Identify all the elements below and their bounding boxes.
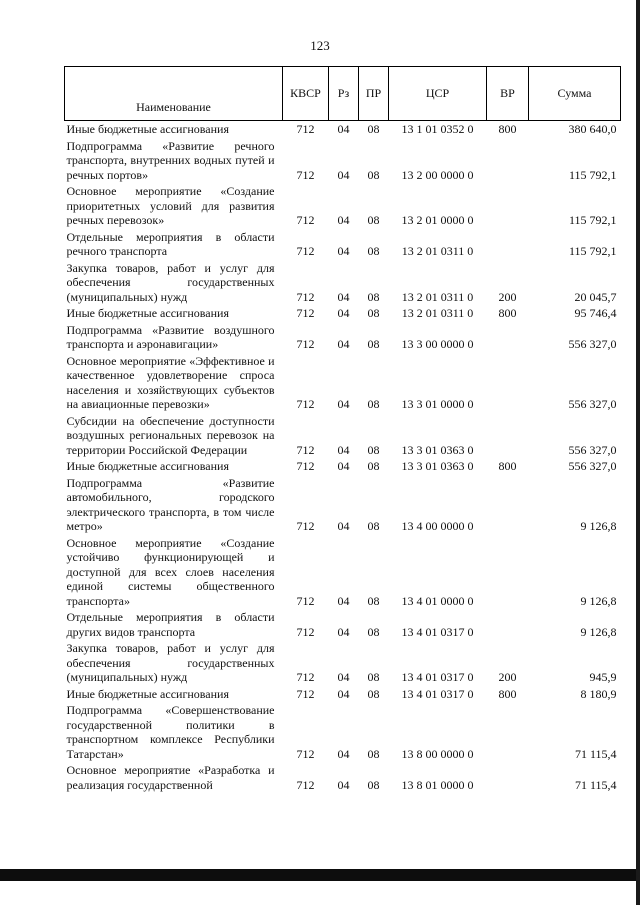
row-name: Основное мероприятие «Эффективное и качественное удовлетворение спроса населения и хозяйствующих субъектов на авиационные перевозки» bbox=[66, 353, 275, 411]
table-row bbox=[65, 609, 621, 640]
row-csr: 13 2 01 0000 0 bbox=[401, 213, 474, 227]
row-pr: 08 bbox=[367, 306, 380, 320]
row-name: Подпрограмма «Совершенствование государственной политики в транспортном комплексе Республики Татарстан» bbox=[66, 703, 275, 761]
row-sum: 95 746,4 bbox=[574, 306, 617, 320]
row-rz: 04 bbox=[337, 442, 350, 457]
row-kvsr: 712 bbox=[296, 686, 315, 701]
row-sum: 9 126,8 bbox=[580, 624, 617, 639]
row-csr: 13 4 01 0317 0 bbox=[401, 686, 474, 701]
header-kvsr: КВСР bbox=[283, 67, 329, 121]
row-pr: 08 bbox=[367, 167, 380, 182]
row-rz: 04 bbox=[337, 459, 350, 473]
row-kvsr: 712 bbox=[296, 777, 315, 792]
row-sum: 556 327,0 bbox=[568, 459, 617, 473]
row-sum: 115 792,1 bbox=[568, 244, 617, 258]
row-vr bbox=[487, 322, 529, 353]
row-vr: 800 bbox=[498, 686, 517, 701]
row-rz: 04 bbox=[337, 289, 350, 304]
table-row bbox=[65, 322, 621, 353]
row-rz: 04 bbox=[337, 213, 350, 227]
row-csr: 13 8 00 0000 0 bbox=[401, 746, 474, 761]
header-rz: Рз bbox=[329, 67, 359, 121]
row-rz: 04 bbox=[337, 670, 350, 684]
row-name: Иные бюджетные ассигнования bbox=[66, 686, 229, 701]
row-csr: 13 2 01 0311 0 bbox=[401, 289, 474, 304]
row-csr: 13 8 01 0000 0 bbox=[401, 777, 474, 792]
row-vr bbox=[487, 702, 529, 762]
row-vr bbox=[487, 535, 529, 610]
row-pr: 08 bbox=[367, 213, 380, 227]
row-name: Закупка товаров, работ и услуг для обеспечения государственных (муниципальных) нужд bbox=[66, 641, 275, 684]
row-sum: 71 115,4 bbox=[574, 746, 617, 761]
table-row bbox=[65, 260, 621, 306]
row-kvsr: 712 bbox=[296, 459, 315, 473]
row-pr: 08 bbox=[367, 459, 380, 473]
table-row bbox=[65, 686, 621, 703]
row-csr: 13 2 01 0311 0 bbox=[401, 244, 474, 258]
row-csr: 13 3 01 0363 0 bbox=[401, 442, 474, 457]
row-vr: 200 bbox=[498, 670, 517, 684]
row-sum: 20 045,7 bbox=[574, 289, 617, 304]
row-pr: 08 bbox=[367, 686, 380, 701]
row-pr: 08 bbox=[367, 746, 380, 761]
row-name: Подпрограмма «Развитие воздушного транспорта и аэронавигации» bbox=[66, 322, 275, 351]
row-csr: 13 2 01 0311 0 bbox=[401, 306, 474, 320]
row-csr: 13 2 00 0000 0 bbox=[401, 167, 474, 182]
row-name: Основное мероприятие «Создание устойчиво функционирующей и доступной для всех слоев населения единой системы общественного транспорта» bbox=[66, 535, 275, 608]
row-csr: 13 3 01 0000 0 bbox=[401, 397, 474, 411]
row-kvsr: 712 bbox=[296, 306, 315, 320]
row-kvsr: 712 bbox=[296, 213, 315, 227]
row-name: Подпрограмма «Развитие автомобильного, городского электрического транспорта, в том числе метро» bbox=[66, 475, 275, 533]
table-row bbox=[65, 229, 621, 260]
row-kvsr: 712 bbox=[296, 244, 315, 258]
row-pr: 08 bbox=[367, 624, 380, 639]
row-sum: 8 180,9 bbox=[580, 686, 617, 701]
row-name: Отдельные мероприятия в области других видов транспорта bbox=[66, 610, 275, 639]
row-pr: 08 bbox=[367, 593, 380, 608]
row-name: Подпрограмма «Развитие речного транспорта, внутренних водных путей и речных портов» bbox=[66, 138, 275, 182]
row-vr bbox=[487, 353, 529, 413]
row-csr: 13 4 01 0317 0 bbox=[401, 624, 474, 639]
table-row bbox=[65, 475, 621, 535]
table-row bbox=[65, 305, 621, 322]
header-vr: ВР bbox=[487, 67, 529, 121]
row-pr: 08 bbox=[367, 337, 380, 351]
row-rz: 04 bbox=[337, 777, 350, 792]
table-body bbox=[65, 121, 621, 794]
row-vr bbox=[487, 413, 529, 459]
row-vr: 800 bbox=[498, 122, 517, 136]
row-pr: 08 bbox=[367, 122, 380, 136]
row-name: Закупка товаров, работ и услуг для обеспечения государственных (муниципальных) нужд bbox=[66, 260, 275, 304]
row-name: Основное мероприятие «Разработка и реализация государственной bbox=[66, 763, 275, 792]
row-csr: 13 4 01 0000 0 bbox=[401, 593, 474, 608]
page-number: 123 bbox=[310, 38, 330, 53]
row-vr bbox=[487, 475, 529, 535]
row-kvsr: 712 bbox=[296, 746, 315, 761]
row-kvsr: 712 bbox=[296, 337, 315, 351]
row-kvsr: 712 bbox=[296, 167, 315, 182]
row-pr: 08 bbox=[367, 289, 380, 304]
header-csr: ЦСР bbox=[389, 67, 487, 121]
row-kvsr: 712 bbox=[296, 624, 315, 639]
row-sum: 115 792,1 bbox=[568, 213, 617, 227]
table-row bbox=[65, 413, 621, 459]
table-row bbox=[65, 353, 621, 413]
row-sum: 945,9 bbox=[589, 670, 617, 684]
row-csr: 13 1 01 0352 0 bbox=[401, 122, 474, 136]
table-row bbox=[65, 702, 621, 762]
row-vr: 800 bbox=[498, 459, 517, 473]
table-row bbox=[65, 762, 621, 793]
row-vr bbox=[487, 229, 529, 260]
row-vr bbox=[487, 183, 529, 229]
row-sum: 380 640,0 bbox=[568, 122, 617, 136]
row-name: Иные бюджетные ассигнования bbox=[66, 459, 229, 473]
row-kvsr: 712 bbox=[296, 289, 315, 304]
row-csr: 13 3 01 0363 0 bbox=[401, 459, 474, 473]
row-name: Отдельные мероприятия в области речного транспорта bbox=[66, 229, 275, 258]
table-row bbox=[65, 458, 621, 475]
budget-table bbox=[64, 66, 621, 793]
row-sum: 115 792,1 bbox=[568, 167, 617, 182]
row-pr: 08 bbox=[367, 244, 380, 258]
header-name: Наименование bbox=[65, 67, 283, 121]
row-sum: 556 327,0 bbox=[568, 442, 617, 457]
row-vr: 800 bbox=[498, 306, 517, 320]
row-csr: 13 4 01 0317 0 bbox=[401, 670, 474, 684]
row-pr: 08 bbox=[367, 670, 380, 684]
row-rz: 04 bbox=[337, 519, 350, 533]
row-rz: 04 bbox=[337, 593, 350, 608]
row-rz: 04 bbox=[337, 686, 350, 701]
row-pr: 08 bbox=[367, 777, 380, 792]
table-row bbox=[65, 640, 621, 686]
table-header-row bbox=[65, 67, 621, 121]
row-kvsr: 712 bbox=[296, 397, 315, 411]
row-kvsr: 712 bbox=[296, 670, 315, 684]
row-kvsr: 712 bbox=[296, 519, 315, 533]
row-rz: 04 bbox=[337, 624, 350, 639]
table-row bbox=[65, 121, 621, 138]
row-vr bbox=[487, 609, 529, 640]
row-name: Иные бюджетные ассигнования bbox=[66, 306, 229, 320]
table-row bbox=[65, 138, 621, 184]
row-rz: 04 bbox=[337, 337, 350, 351]
scan-edge-bar bbox=[0, 869, 640, 881]
row-rz: 04 bbox=[337, 746, 350, 761]
row-rz: 04 bbox=[337, 397, 350, 411]
row-sum: 9 126,8 bbox=[580, 519, 617, 533]
row-sum: 556 327,0 bbox=[568, 397, 617, 411]
row-sum: 556 327,0 bbox=[568, 337, 617, 351]
table-row bbox=[65, 183, 621, 229]
row-vr bbox=[487, 138, 529, 184]
row-vr bbox=[487, 762, 529, 793]
row-vr: 200 bbox=[498, 289, 517, 304]
row-csr: 13 4 00 0000 0 bbox=[401, 519, 474, 533]
row-kvsr: 712 bbox=[296, 122, 315, 136]
row-kvsr: 712 bbox=[296, 593, 315, 608]
header-sum: Сумма bbox=[529, 67, 621, 121]
row-sum: 9 126,8 bbox=[580, 593, 617, 608]
row-name: Субсидии на обеспечение доступности воздушных региональных перевозок на территории Российской Федерации bbox=[66, 413, 275, 457]
row-pr: 08 bbox=[367, 442, 380, 457]
table-row bbox=[65, 535, 621, 610]
row-pr: 08 bbox=[367, 519, 380, 533]
header-pr: ПР bbox=[359, 67, 389, 121]
row-rz: 04 bbox=[337, 306, 350, 320]
row-rz: 04 bbox=[337, 122, 350, 136]
scan-edge-right bbox=[636, 0, 640, 905]
row-csr: 13 3 00 0000 0 bbox=[401, 337, 474, 351]
row-kvsr: 712 bbox=[296, 442, 315, 457]
row-sum: 71 115,4 bbox=[574, 777, 617, 792]
row-name: Иные бюджетные ассигнования bbox=[66, 122, 229, 136]
row-rz: 04 bbox=[337, 167, 350, 182]
row-name: Основное мероприятие «Создание приоритетных условий для развития речных перевозок» bbox=[66, 184, 275, 227]
row-rz: 04 bbox=[337, 244, 350, 258]
row-pr: 08 bbox=[367, 397, 380, 411]
